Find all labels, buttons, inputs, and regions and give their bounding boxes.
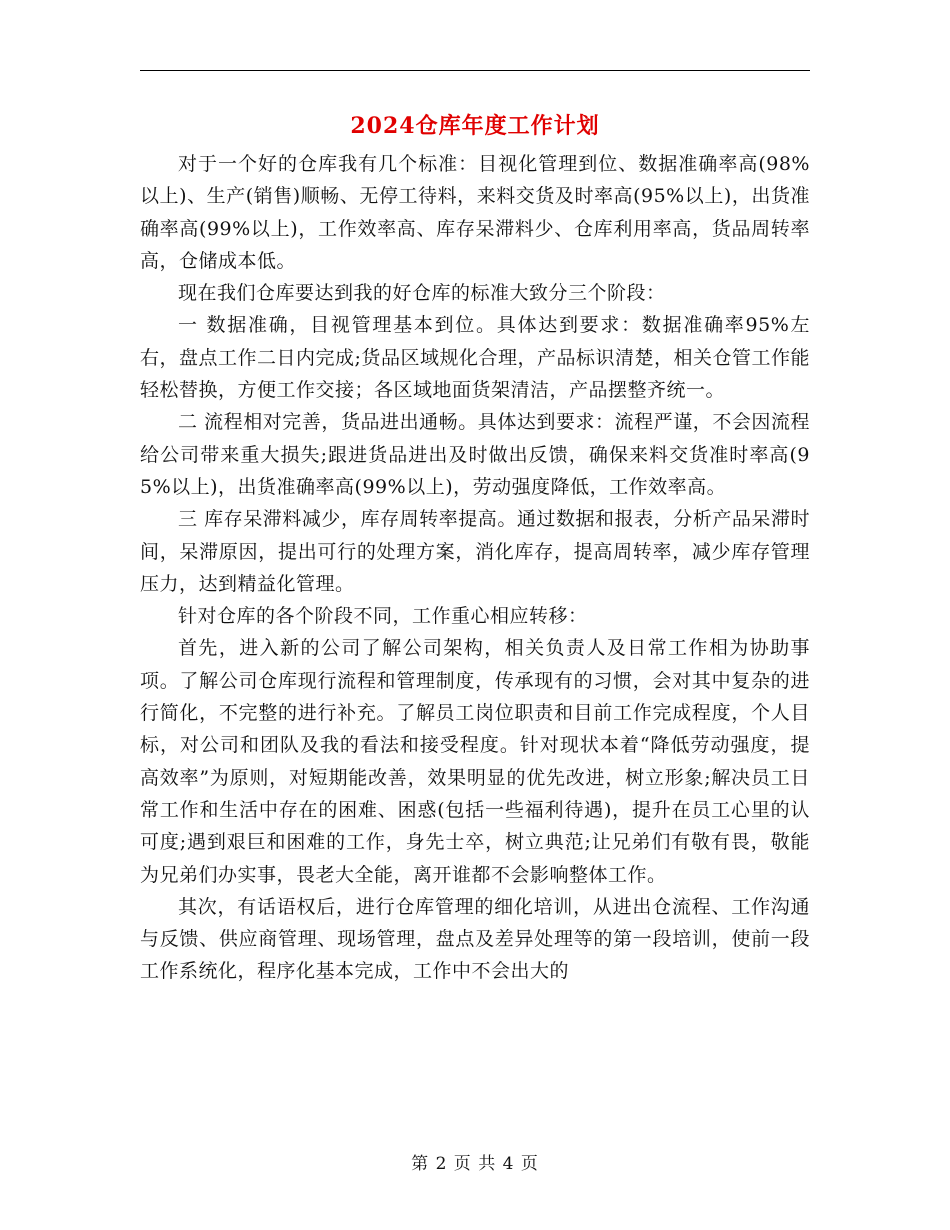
paragraph-focus-shift: 针对仓库的各个阶段不同，工作重心相应转移： bbox=[178, 605, 588, 628]
document-body bbox=[140, 148, 810, 988]
header-rule bbox=[140, 70, 810, 71]
paragraph-three-stages-intro: 现在我们仓库要达到我的好仓库的标准大致分三个阶段： bbox=[178, 282, 666, 305]
page-number: 第 2 页 共 4 页 bbox=[411, 1154, 539, 1174]
document-title: 2024仓库年度工作计划 bbox=[350, 113, 600, 139]
paragraph-second-step: 其次，有话语权后，进行仓库管理的细化培训，从进出仓流程、工作沟通与反馈、供应商管理、现场管理，盘点及差异处理等的第一段培训，使前一段工作系统化，程序化基本完成，工作中不会出大的 bbox=[140, 895, 810, 983]
paragraph-first-step: 首先，进入新的公司了解公司架构，相关负责人及日常工作相为协助事项。了解公司仓库现行流程和管理制度，传承现有的习惯，会对其中复杂的进行简化，不完整的进行补充。了解员工岗位职责和目前工作完成程度，个人目标，对公司和团队及我的看法和接受程度。针对现状本着“降低劳动强度，提高效率”为原则，对短期能改善，效果明显的优先改进，树立形象;解决员工日常工作和生活中存在的困难、困惑(包括一些福利待遇)，提升在员工心里的认可度;遇到艰巨和困难的工作，身先士卒，树立典范;让兄弟们有敬有畏，敬能为兄弟们办实事，畏老大全能，离开谁都不会影响整体工作。 bbox=[140, 637, 810, 886]
paragraph-stage-one: 一 数据准确，目视管理基本到位。具体达到要求：数据准确率95%左右，盘点工作二日内完成;货品区域规化合理，产品标识清楚，相关仓管工作能轻松替换，方便工作交接；各区域地面货架清洁，产品摆整齐统一。 bbox=[140, 314, 810, 402]
paragraph-stage-three: 三 库存呆滞料减少，库存周转率提高。通过数据和报表，分析产品呆滞时间，呆滞原因，提出可行的处理方案，消化库存，提高周转率，减少库存管理压力，达到精益化管理。 bbox=[140, 508, 810, 595]
paragraph-standards: 对于一个好的仓库我有几个标准：目视化管理到位、数据准确率高(98%以上)、生产(销售)顺畅、无停工待料，来料交货及时率高(95%以上)，出货准确率高(99%以上)，工作效率高、库存呆滞料少、仓库利用率高，货品周转率高，仓储成本低。 bbox=[140, 153, 810, 272]
paragraph-stage-two: 二 流程相对完善，货品进出通畅。具体达到要求：流程严谨，不会因流程给公司带来重大损失;跟进货品进出及时做出反馈，确保来料交货准时率高(95%以上)，出货准确率高(99%以上)，劳动强度降低，工作效率高。 bbox=[140, 411, 810, 498]
